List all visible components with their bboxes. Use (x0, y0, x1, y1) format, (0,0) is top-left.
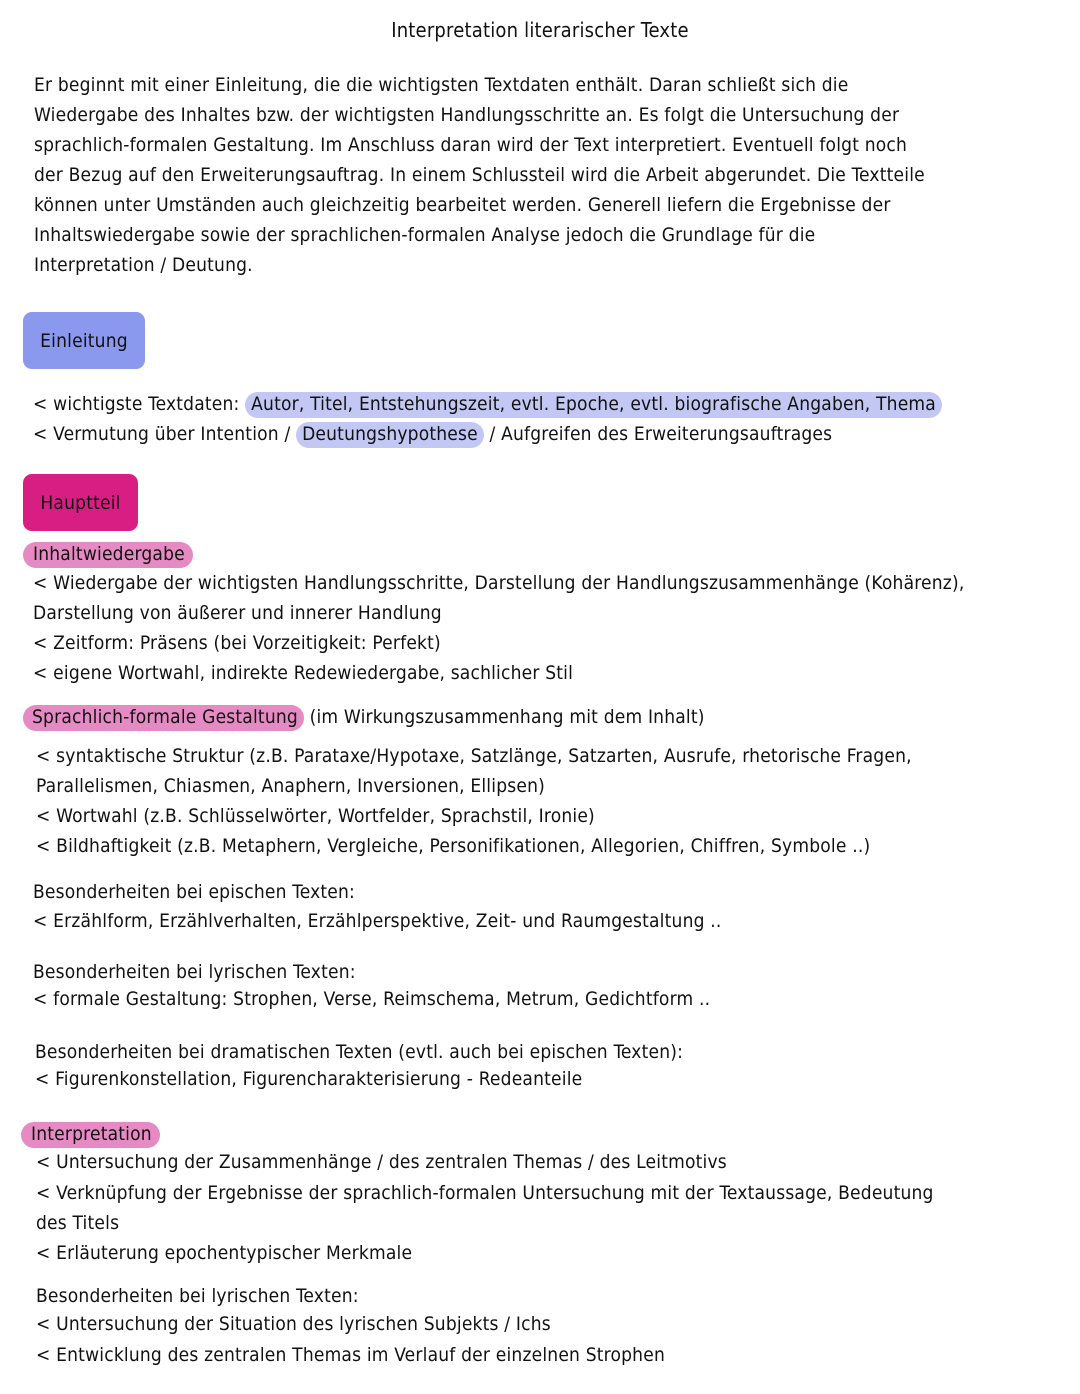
interpretation-lyrik-line: < Untersuchung der Situation des lyrischen Subjekts / Ichs (36, 1313, 551, 1335)
section-label-text: Einleitung (40, 329, 128, 352)
interpretation-line: des Titels (36, 1212, 120, 1234)
intro-line: Er beginnt mit einer Einleitung, die die wichtigsten Textdaten enthält. Daran schließt sich die (34, 74, 849, 96)
sprachlich-line: < syntaktische Struktur (z.B. Parataxe/Hypotaxe, Satzlänge, Satzarten, Ausrufe, rhetorische Fragen, (36, 745, 912, 767)
sprachlich-line: < Wortwahl (z.B. Schlüsselwörter, Wortfelder, Sprachstil, Ironie) (36, 805, 595, 827)
inhalt-line: Darstellung von äußerer und innerer Handlung (33, 602, 442, 624)
subheading-sprachlich-row (23, 706, 705, 728)
einleitung-line-2 (33, 423, 832, 445)
line-text: < wichtigste Textdaten: (33, 393, 246, 415)
subheading-suffix: (im Wirkungszusammenhang mit dem Inhalt) (303, 706, 705, 728)
section-label-einleitung (23, 312, 145, 369)
lyrik-heading: Besonderheiten bei lyrischen Texten: (33, 961, 356, 983)
intro-line: Interpretation / Deutung. (34, 254, 253, 276)
inhalt-line: < Zeitform: Präsens (bei Vorzeitigkeit: Perfekt) (33, 632, 441, 654)
section-label-hauptteil (23, 474, 138, 531)
line-text: / Aufgreifen des Erweiterungsauftrages (483, 423, 833, 445)
highlight-deutungshypothese: Deutungshypothese (296, 422, 484, 448)
section-label-text: Hauptteil (40, 491, 121, 514)
intro-line: sprachlich-formalen Gestaltung. Im Anschluss daran wird der Text interpretiert. Eventuell folgt noch (34, 134, 908, 156)
intro-line: Wiedergabe des Inhaltes bzw. der wichtigsten Handlungsschritte an. Es folgt die Untersuchung der (34, 104, 900, 126)
interpretation-lyrik-line: < Entwicklung des zentralen Themas im Verlauf der einzelnen Strophen (36, 1344, 665, 1366)
interpretation-line: < Untersuchung der Zusammenhänge / des zentralen Themas / des Leitmotivs (36, 1151, 727, 1173)
sprachlich-line: Parallelismen, Chiasmen, Anaphern, Inversionen, Ellipsen) (36, 775, 545, 797)
interpretation-line: < Verknüpfung der Ergebnisse der sprachlich-formalen Untersuchung mit der Textaussage, Bedeutung (36, 1182, 934, 1204)
drama-line: < Figurenkonstellation, Figurencharakterisierung - Redeanteile (35, 1068, 583, 1090)
highlight-textdaten: Autor, Titel, Entstehungszeit, evtl. Epoche, evtl. biografische Angaben, Thema (245, 392, 942, 418)
subheading-sprachlich: Sprachlich-formale Gestaltung (23, 705, 304, 731)
subheading-interpretation: Interpretation (21, 1122, 160, 1148)
drama-heading: Besonderheiten bei dramatischen Texten (evtl. auch bei epischen Texten): (35, 1041, 684, 1063)
epik-heading: Besonderheiten bei epischen Texten: (33, 881, 356, 903)
intro-line: Inhaltswiedergabe sowie der sprachlichen-formalen Analyse jedoch die Grundlage für die (34, 224, 816, 246)
lyrik-line: < formale Gestaltung: Strophen, Verse, Reimschema, Metrum, Gedichtform .. (33, 988, 711, 1010)
intro-paragraph (34, 70, 1054, 280)
interpretation-lyrik-heading: Besonderheiten bei lyrischen Texten: (36, 1285, 359, 1307)
subheading-inhaltwiedergabe: Inhaltwiedergabe (23, 542, 193, 568)
intro-line: der Bezug auf den Erweiterungsauftrag. In einem Schlussteil wird die Arbeit abgerundet. Die Textteile (34, 164, 925, 186)
einleitung-line-1 (33, 393, 942, 415)
inhalt-line: < eigene Wortwahl, indirekte Redewiedergabe, sachlicher Stil (33, 662, 574, 684)
line-text: < Vermutung über Intention / (33, 423, 297, 445)
page-title: Interpretation literarischer Texte (391, 18, 689, 42)
inhalt-line: < Wiedergabe der wichtigsten Handlungsschritte, Darstellung der Handlungszusammenhänge (Kohärenz), (33, 572, 965, 594)
intro-line: können unter Umständen auch gleichzeitig bearbeitet werden. Generell liefern die Ergebnisse der (34, 194, 891, 216)
epik-line: < Erzählform, Erzählverhalten, Erzählperspektive, Zeit- und Raumgestaltung .. (33, 910, 722, 932)
sprachlich-line: < Bildhaftigkeit (z.B. Metaphern, Vergleiche, Personifikationen, Allegorien, Chiffren, Symbole ..) (36, 835, 871, 857)
interpretation-line: < Erläuterung epochentypischer Merkmale (36, 1242, 413, 1264)
